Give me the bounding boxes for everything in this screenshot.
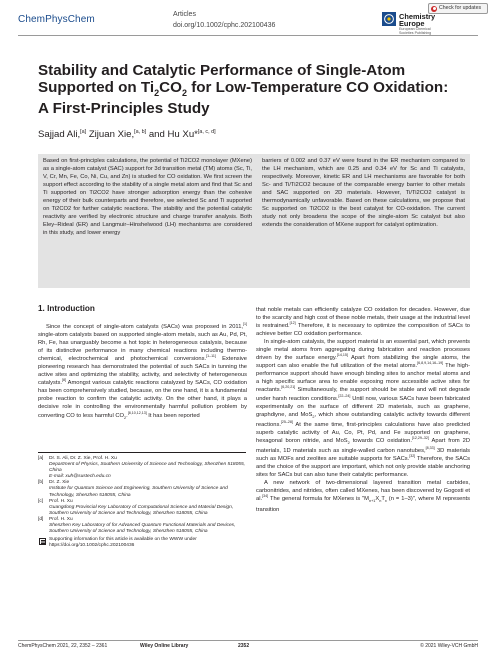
logo-line2: Europe xyxy=(399,19,425,28)
footer-page-number: 2352 xyxy=(238,643,250,649)
document-icon xyxy=(39,538,46,545)
check-updates-label: Check for updates xyxy=(439,5,482,11)
author-name: Zijuan Xie, xyxy=(88,129,135,141)
author-affil: [a] xyxy=(80,129,87,135)
affiliation-key: [d] xyxy=(38,516,44,522)
affiliation-item xyxy=(38,499,248,517)
journal-name: ChemPhysChem xyxy=(18,14,95,25)
footer-copyright: © 2021 Wiley-VCH GmbH xyxy=(420,643,478,649)
affiliation-address: Shenzhen Key Laboratory of for Advanced Quantum Functional Materials and Devices, Southern University of Science and Technology, Shenzhen 518055, China xyxy=(49,523,236,535)
citation[interactable]: [1] xyxy=(243,322,247,327)
article-type: Articles xyxy=(173,11,196,18)
section-title: Introduction xyxy=(47,304,95,313)
author-list xyxy=(38,129,216,140)
paragraph: A new network of two-dimensional layered transition metal carbides, carbonitrides, and nitrides, often called MXenes, has been discovered by Gogosti et al.[34] The general formula for MXenes is "$M_{n+1}X_nT_x$ (n = 1–3)", where M represents transition xyxy=(256,480,470,513)
affiliation-name: Prof. H. Xu xyxy=(49,498,73,504)
citation[interactable]: [34] xyxy=(262,494,269,499)
author-affil: [a, c, d] xyxy=(197,129,216,135)
article-title xyxy=(38,63,468,118)
logo-sub1: European Chemical xyxy=(399,27,431,31)
affiliation-rule xyxy=(38,452,246,453)
citation[interactable]: [25–28] xyxy=(280,419,293,424)
citation[interactable]: [32] xyxy=(409,454,416,459)
section-number: 1. xyxy=(38,304,45,313)
author-name: and Hu Xu* xyxy=(148,129,198,141)
title-line2-pre: Supported on Ti xyxy=(38,78,155,96)
footer-journal: ChemPhysChem 2021, 22, 2352 – 2361 xyxy=(18,643,108,649)
supporting-info-link[interactable]: Supporting information for this article is available on the WWW under https://doi.org/10.1002/cphc.202100436 xyxy=(49,537,197,549)
citation[interactable]: [8] xyxy=(61,378,66,383)
crossmark-icon xyxy=(431,6,437,12)
author-name: Sajjad Ali, xyxy=(38,129,81,141)
title-line3: A First-Principles Study xyxy=(38,100,210,118)
citation[interactable]: [1–11] xyxy=(206,354,216,359)
abstract-right-column: barriers of 0.002 and 0.37 eV were found in the ER mechanism compared to the LH mechanism, which are 0.25 and 0.34 eV for Sc and Ti catalysts, respectively. Moreover, kinetic ER and LH mechanisms are favorable for both Sc- and Ti/Ti2CO2 because of the comparable energy barrier to other metals and SAC supported on 2D materials. However, Ti/Ti2CO2 catalyst is thermodynamically unfavorable. Based on these calculations, we propose that Sc supported on Ti2CO2 is the best catalyst for CO-oxidation. The current study not only broadens the scope of the single-atom Sc catalyst but also extends the consideration of MXene support for catalyst optimization. xyxy=(262,158,465,229)
citation[interactable]: [22–24] xyxy=(338,393,351,398)
paragraph: Since the concept of single-atom catalysts (SACs) was proposed in 2011,[1] single-atom catalysts based on supported single-atom metals, such as Au, Pd, Pt, Rh, Fe, has unarguably become a hot topic in heterogeneous catalysis, because of its distinctive performance in many chemical reactions including thermo-chemical, electrochemical and photochemical conversions.[1–11] Extensive pioneering research has demonstrated the potential of such SACs in tunning the active sites and optimizing the stability, activity, and selectivity of heterogeneous catalysts.[8] Amongst various catalytic reactions catalyzed by SACs, CO oxidation has been comprehensively studied, because, on the one hand, it is a fundamental probe reaction to confirm the catalytic activity. On the other hand, it plays a decisive role in controlling the environmentally harmful pollution problem by converting CO to less harmful $CO_2.[8,10,12,13]$ It has been reported xyxy=(38,322,248,420)
affiliation-name: Dr. Z. Xie xyxy=(49,480,70,486)
article-doi[interactable]: doi.org/10.1002/cphc.202100436 xyxy=(173,22,276,29)
citation[interactable]: [12,29–32] xyxy=(411,435,429,440)
citation[interactable]: [8,33] xyxy=(425,446,435,451)
title-line2-mid: CO xyxy=(159,78,182,96)
affiliation-item xyxy=(38,480,248,498)
logo-sub2: Societies Publishing xyxy=(399,31,432,35)
abstract-left-column: Based on first-principles calculations, the potential of Ti2CO2 monolayer (MXene) as a single-atom catalyst (SAC) support for 3d transition metal (TM) atoms (Sc, Ti, V, Cr, Mn, Fe, Co, Ni, Cu, and Zn) is studied for CO oxidation. We first screen the support effect according to the stability of a single metal atom and find that Sc and Ti supported on Ti2CO2 have stronger adsorption energy than the cohesive energy of their bulk counterparts and therefore, we selected Sc and Ti supported on Ti2CO2 for further catalytic reactions. The stability and the potential catalytic reactivity are verified by electronic structure and charge transfer analysis. Both Eley–Rideal (ER) and Langmuir–Hinshelwood (LH) mechanisms are considered in this study, and lower energy xyxy=(43,158,252,237)
affiliation-key: [c] xyxy=(38,498,44,504)
chemistry-europe-logo xyxy=(382,12,482,34)
citation[interactable]: [6,8,9,14,16–19] xyxy=(417,361,444,366)
footer-rule xyxy=(18,640,478,641)
paragraph: In single-atom catalysis, the support material is an essential part, which prevents single metal atoms from aggregating during fabrication and reaction processes driven by the surface energy.[14,15] Apart from stabilizing the single atoms, the support can also enable the full utilization of the metal atoms.[6,8,9,14,16–19] The high-performance support should have enough binding sites to anchor metal atoms and a high specific surface area to enable exposing more accessible active sites for reactants.[6,20,21] Simultaneously, the support should be stable and will not degrade under harsh reaction conditions.[22–24] Until now, various SACs have been fabricated experimentally on the surface of different 2D materials, such as graphene, graphdiyne, and MoS$_2$, which show outstanding catalytic activity towards different reactions.[25–28] At the same time, first-principles calculations have also predicted superb catalytic activity of Au, Co, Pt, Pd, and Fe supported on graphene, hexagonal boron nitride, and MoS$_2$ towards CO oxidation.[12,29–32] Apart from 2D materials, 1D materials such as single-walled carbon nanotubes,[8,33] 3D materials such as MOFs and zeolites are suitable supports for SACs.[32] Therefore, the SACs and the choice of the support are important, which not only provide stable anchoring sites for SACs but can also tune their catalytic performance. xyxy=(256,339,471,479)
affiliation-key: [a] xyxy=(38,456,44,461)
citation[interactable]: [6,20,21] xyxy=(281,385,296,390)
header-rule xyxy=(18,35,478,36)
section-heading xyxy=(38,304,95,313)
paragraph: that noble metals can efficiently catalyze CO oxidation for decades. However, due to the scarcity and high cost of these noble metals, their usage at the industrial level is restrained.[12] Therefore, it is necessary to optimize the composition of SACs to achieve better CO oxidation performance. xyxy=(256,307,470,338)
affiliation-item xyxy=(38,517,248,535)
citation[interactable]: [8,10,12,13] xyxy=(127,410,147,415)
affiliation-name: Dr. S. Ali, Dr. Z. Xie, Prof. H. Xu xyxy=(49,456,117,461)
body-right-column xyxy=(256,306,470,514)
affiliation-address: Guangdong Provincial Key Laboratory of Computational Science and Material Design, Southern University of Science and Technology, Shenzhen 518055, China xyxy=(49,504,234,516)
citation[interactable]: [12] xyxy=(289,321,296,326)
body-left-column xyxy=(38,323,247,422)
supporting-info xyxy=(38,537,248,549)
affiliation-name: Prof. H. Xu xyxy=(49,516,73,522)
author-affil: [a, b] xyxy=(134,129,147,135)
affiliations xyxy=(38,456,248,549)
affiliation-address: Department of Physics, Southern University of Science and Technology, Shenzhen 518055, China xyxy=(49,462,246,474)
affiliation-item xyxy=(38,456,248,480)
title-sub2: 2 xyxy=(181,87,187,98)
affiliation-address: Institute for Quantum Science and Engineering, Southern University of Science and Technology, Shenzhen 518055, China xyxy=(49,486,228,498)
logo-line1: Chemistry xyxy=(399,12,436,21)
affiliation-email[interactable]: E-mail: xuh@sustech.edu.cn xyxy=(49,474,111,480)
abstract xyxy=(38,154,470,288)
title-sub1: 2 xyxy=(154,87,160,98)
footer-wiley-link[interactable]: Wiley Online Library xyxy=(140,643,189,649)
affiliation-key: [b] xyxy=(38,480,44,486)
chemistry-europe-emblem-icon xyxy=(382,12,396,26)
title-line1: Stability and Catalytic Performance of Single-Atom xyxy=(38,62,406,79)
citation[interactable]: [14,15] xyxy=(336,353,348,358)
title-line2-post: for Low-Temperature CO Oxidation: xyxy=(186,78,449,96)
